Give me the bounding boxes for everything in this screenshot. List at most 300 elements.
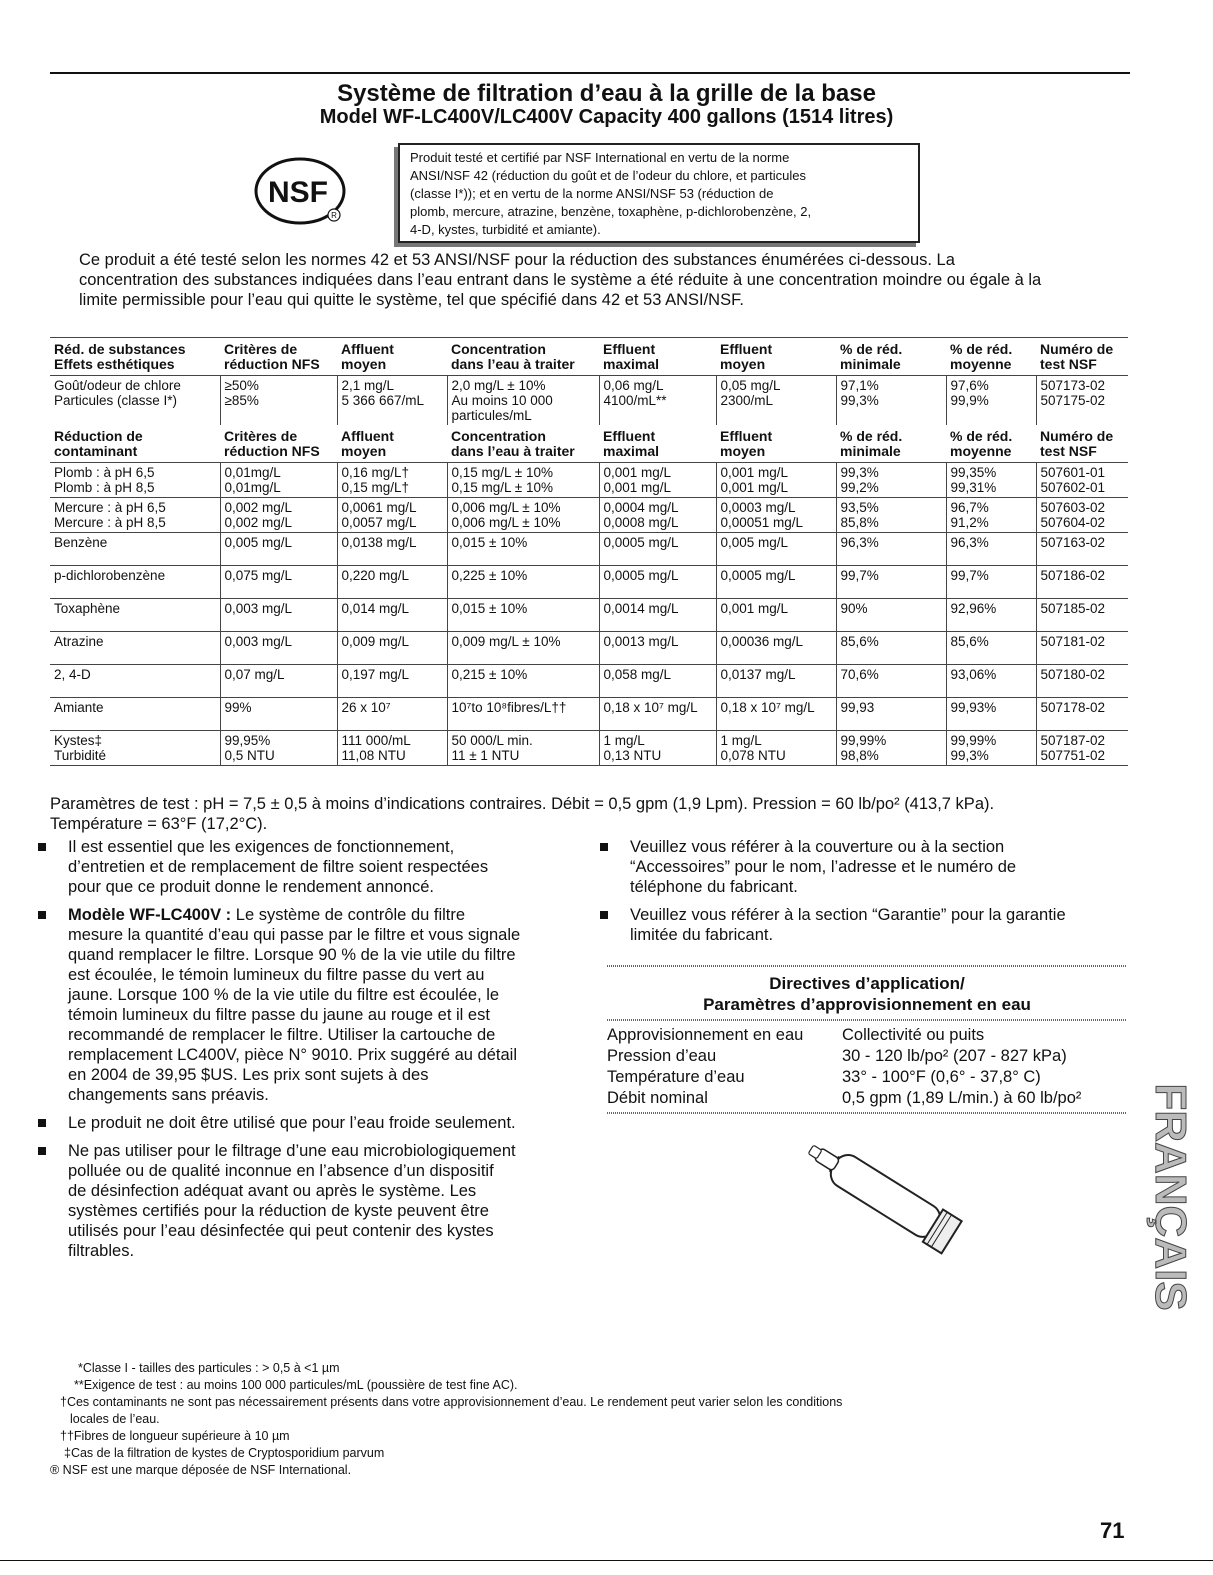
table-cell (836, 425, 946, 463)
table-cell (50, 338, 220, 376)
table-cell (599, 731, 716, 766)
table-cell (1036, 665, 1128, 698)
cert-line: 4-D, kystes, turbidité et amiante). (410, 222, 601, 237)
bullet-line: changements sans préavis. (68, 1086, 269, 1104)
table-cell (946, 632, 1036, 665)
table-cell (220, 498, 337, 533)
table-cell (50, 463, 220, 498)
cell-line: 507175-02 (1040, 393, 1106, 408)
directives-table (607, 1025, 1127, 1109)
cell-line: 0,18 x 10⁷ mg/L (603, 700, 698, 715)
table-cell (599, 498, 716, 533)
cell-line: 0,0005 mg/L (603, 568, 679, 583)
cell-line: 10⁷to 10⁸fibres/L†† (451, 700, 567, 715)
cell-line: 0,003 mg/L (224, 634, 293, 649)
table-cell (1036, 498, 1128, 533)
table-cell (599, 376, 716, 426)
table-cell (220, 731, 337, 766)
cell-line: 507178-02 (1040, 700, 1106, 715)
table-cell (50, 698, 220, 731)
table-cell (50, 425, 220, 463)
bullet-line: d’entretien et de remplacement de filtre soient respectées (68, 858, 489, 876)
cell-line: moyen (341, 443, 387, 459)
cell-line: 0,0061 mg/L (341, 500, 417, 515)
cell-line: 96,3% (950, 535, 989, 550)
cell-line: 0,05 mg/L (720, 378, 781, 393)
cell-line: 507180-02 (1040, 667, 1106, 682)
table-cell (599, 665, 716, 698)
cell-line: Benzène (54, 535, 108, 550)
cell-line: 0,002 mg/L (224, 515, 293, 530)
cell-line: Critères de (224, 341, 298, 357)
cell-line: Mercure : à pH 6,5 (54, 500, 166, 515)
footnote: †Ces contaminants ne sont pas nécessairement présents dans votre approvisionnement d’eau. Le rendement peut varier selon les conditions (60, 1395, 843, 1409)
cell-line: test NSF (1040, 443, 1097, 459)
table-cell (716, 463, 836, 498)
footnote: **Exigence de test : au moins 100 000 particules/mL (poussière de test fine AC). (74, 1378, 518, 1392)
table-row (50, 599, 1128, 632)
intro-line: concentration des substances indiquées dans l’eau entrant dans le système a été réduite à une concentration moindre ou égale à la (79, 271, 1042, 289)
directives-value: 30 - 120 lb/po² (207 - 827 kPa) (842, 1047, 1067, 1065)
cell-line: réduction NFS (224, 443, 320, 459)
bullet-line: de désinfection adéquat avant ou après le système. Les (68, 1182, 477, 1200)
table-cell (836, 533, 946, 566)
cell-line: 0,15 mg/L ± 10% (451, 480, 553, 495)
table-cell (220, 632, 337, 665)
cell-line: % de réd. (950, 341, 1013, 357)
table-cell (1036, 533, 1128, 566)
cell-line: 99% (224, 700, 252, 715)
table-cell (716, 566, 836, 599)
cell-line: % de réd. (840, 428, 903, 444)
table-row (50, 665, 1128, 698)
bullet-text (68, 1141, 598, 1261)
table-cell (447, 665, 599, 698)
table-header-row (50, 425, 1128, 463)
cell-line: 2300/mL (720, 393, 774, 408)
cell-line: 93,5% (840, 500, 879, 515)
table-cell (836, 376, 946, 426)
cell-line: 0,075 mg/L (224, 568, 293, 583)
table-cell (220, 665, 337, 698)
cell-line: 0,009 mg/L (341, 634, 410, 649)
cell-line: 0,215 ± 10% (451, 667, 528, 682)
cell-line: Effluent (720, 341, 773, 357)
table-cell (337, 338, 447, 376)
table-cell (946, 599, 1036, 632)
top-rule (50, 72, 1130, 74)
bullet-line: systèmes certifiés pour la réduction de kyste peuvent être (68, 1202, 489, 1220)
table-cell (337, 425, 447, 463)
bullet-item (38, 1113, 598, 1133)
table-cell (447, 463, 599, 498)
table-cell (1036, 632, 1128, 665)
cell-line: 507173-02 (1040, 378, 1106, 393)
table-cell (447, 599, 599, 632)
table-cell (599, 632, 716, 665)
table-cell (946, 665, 1036, 698)
table-cell (337, 731, 447, 766)
cell-line: 99,95% (224, 733, 271, 748)
cell-line: 91,2% (950, 515, 989, 530)
cell-line: 4100/mL** (603, 393, 667, 408)
cell-line: 0,225 ± 10% (451, 568, 528, 583)
cell-line: 0,15 mg/L ± 10% (451, 465, 553, 480)
cell-line: 0,014 mg/L (341, 601, 410, 616)
directives-row (607, 1067, 1127, 1088)
cell-line: Concentration (451, 341, 546, 357)
table-cell (220, 533, 337, 566)
cell-line: 11 ± 1 NTU (451, 748, 520, 763)
table-cell (716, 599, 836, 632)
cell-line: Mercure : à pH 8,5 (54, 515, 166, 530)
cell-line: 0,015 ± 10% (451, 601, 528, 616)
cell-line: 0,001 mg/L (720, 601, 789, 616)
table-cell (220, 698, 337, 731)
cell-line: réduction NFS (224, 356, 320, 372)
table-cell (50, 665, 220, 698)
table-cell (447, 566, 599, 599)
directives-row (607, 1046, 1127, 1067)
table-cell (447, 338, 599, 376)
table-cell (946, 731, 1036, 766)
cell-line: 0,001 mg/L (720, 480, 789, 495)
cell-line: 507603-02 (1040, 500, 1106, 515)
table-cell (337, 698, 447, 731)
table-cell (1036, 731, 1128, 766)
table-cell (50, 533, 220, 566)
cell-line: Concentration (451, 428, 546, 444)
table-cell (946, 533, 1036, 566)
cell-line: 0,00036 mg/L (720, 634, 804, 649)
bullet-line: en 2004 de 39,95 $US. Les prix sont sujets à des (68, 1066, 429, 1084)
directives-title-line: Directives d’application/ (769, 974, 965, 993)
cell-line: 50 000/L min. (451, 733, 533, 748)
cell-line: 0,220 mg/L (341, 568, 410, 583)
cell-line: p-dichlorobenzène (54, 568, 166, 583)
table-header-row (50, 338, 1128, 376)
cell-line: Réd. de substances (54, 341, 186, 357)
table-cell (716, 533, 836, 566)
bullet-text (68, 905, 598, 1105)
performance-table (50, 337, 1128, 766)
bullet-line: pour que ce produit donne le rendement annoncé. (68, 878, 435, 896)
cell-line: Effluent (603, 341, 656, 357)
cell-line: 85,6% (950, 634, 989, 649)
cert-line: (classe I*)); et en vertu de la norme ANSI/NSF 53 (réduction de (410, 186, 774, 201)
cell-line: 2, 4-D (54, 667, 91, 682)
cell-line: contaminant (54, 443, 138, 459)
cell-line: Particules (classe I*) (54, 393, 178, 408)
directives-label: Débit nominal (607, 1089, 708, 1107)
table-row (50, 463, 1128, 498)
table-cell (836, 731, 946, 766)
table-cell (447, 731, 599, 766)
cell-line: 0,06 mg/L (603, 378, 664, 393)
table-cell (220, 463, 337, 498)
cell-line: Critères de (224, 428, 298, 444)
footnote: ††Fibres de longueur supérieure à 10 µm (60, 1429, 290, 1443)
cell-line: 70,6% (840, 667, 879, 682)
cell-line: 0,07 mg/L (224, 667, 285, 682)
table-cell (337, 665, 447, 698)
directives-title-line: Paramètres d’approvisionnement en eau (703, 995, 1031, 1014)
intro-line: limite permissible pour l’eau qui quitte le système, tel que spécifié dans 42 et 53 ANSI/NSF. (79, 291, 744, 309)
table-cell (716, 698, 836, 731)
cell-line: 0,078 NTU (720, 748, 786, 763)
bullet-text (68, 1113, 598, 1133)
cell-line: 0,006 mg/L ± 10% (451, 500, 561, 515)
cell-line: 26 x 10⁷ (341, 700, 391, 715)
cell-line: 0,0137 mg/L (720, 667, 796, 682)
table-cell (599, 566, 716, 599)
table-cell (337, 599, 447, 632)
cell-line: 97,1% (840, 378, 879, 393)
cell-line: 99,99% (950, 733, 997, 748)
table-row (50, 498, 1128, 533)
table-cell (946, 338, 1036, 376)
cell-line: Effluent (603, 428, 656, 444)
cell-line: test NSF (1040, 356, 1097, 372)
cell-line: 93,06% (950, 667, 997, 682)
table-cell (447, 533, 599, 566)
cell-line: 97,6% (950, 378, 989, 393)
directives-value: Collectivité ou puits (842, 1026, 985, 1044)
cell-line: 507604-02 (1040, 515, 1106, 530)
cell-line: particules/mL (451, 408, 532, 423)
cell-line: Atrazine (54, 634, 104, 649)
cell-line: 0,01mg/L (224, 465, 281, 480)
cell-line: moyenne (950, 443, 1012, 459)
cell-line: 0,0014 mg/L (603, 601, 679, 616)
cell-line: 507602-01 (1040, 480, 1106, 495)
table-cell (836, 632, 946, 665)
bullet-line: Il est essentiel que les exigences de fonctionnement, (68, 838, 455, 856)
intro-line: Ce produit a été testé selon les normes 42 et 53 ANSI/NSF pour la réduction des substances énumérées ci-dessous. La (79, 251, 955, 269)
bullet-text (630, 905, 1140, 945)
cell-line: 0,001 mg/L (603, 480, 672, 495)
table-cell (50, 599, 220, 632)
bullet-line: limitée du fabricant. (630, 926, 774, 944)
cell-line: 0,13 NTU (603, 748, 662, 763)
table-cell (1036, 376, 1128, 426)
bullet-line: Ne pas utiliser pour le filtrage d’une eau microbiologiquement (68, 1142, 516, 1160)
table-cell (1036, 698, 1128, 731)
cell-line: Réduction de (54, 428, 143, 444)
table-cell (836, 498, 946, 533)
table-cell (50, 731, 220, 766)
cell-line: moyen (720, 356, 766, 372)
cell-line: Turbidité (54, 748, 107, 763)
cell-line: 85,6% (840, 634, 879, 649)
bullet-line: utilisés pour l’eau désinfectée qui peut contenir des kystes (68, 1222, 494, 1240)
cell-line: 0,001 mg/L (603, 465, 672, 480)
page-number: 71 (1100, 1518, 1125, 1543)
table-cell (716, 376, 836, 426)
cell-line: 0,16 mg/L† (341, 465, 410, 480)
cell-line: 1 mg/L (720, 733, 762, 748)
table-cell (716, 425, 836, 463)
bullet-text (630, 837, 1140, 897)
cell-line: 507187-02 (1040, 733, 1106, 748)
table-cell (946, 425, 1036, 463)
cell-line: ≥85% (224, 393, 259, 408)
cell-line: Amiante (54, 700, 104, 715)
cell-line: 0,0057 mg/L (341, 515, 417, 530)
table-cell (1036, 338, 1128, 376)
bullet-line: filtrables. (68, 1242, 135, 1260)
cell-line: Affluent (341, 341, 394, 357)
bullet-line: jaune. Lorsque 100 % de la vie utile du filtre est écoulée, le (68, 986, 500, 1004)
svg-text:NSF: NSF (268, 176, 328, 209)
table-cell (716, 338, 836, 376)
bullet-line: Veuillez vous référer à la section “Garantie” pour la garantie (630, 906, 1066, 924)
cell-line: 0,003 mg/L (224, 601, 293, 616)
cell-line: 92,96% (950, 601, 997, 616)
cell-line: 0,058 mg/L (603, 667, 672, 682)
bullet-line: mesure la quantité d’eau qui passe par le filtre et vous signale (68, 926, 521, 944)
table-cell (50, 566, 220, 599)
intro-paragraph (79, 250, 1139, 310)
cell-line: 0,0005 mg/L (603, 535, 679, 550)
table-cell (599, 599, 716, 632)
cert-line: ANSI/NSF 42 (réduction du goût et de l’odeur du chlore, et particules (410, 168, 806, 183)
cell-line: moyen (341, 356, 387, 372)
bullet-item (600, 837, 1140, 897)
cell-line: 99,7% (950, 568, 989, 583)
cell-line: Numéro de (1040, 341, 1114, 357)
table-cell (836, 463, 946, 498)
cell-line: maximal (603, 443, 660, 459)
bullet-first-line: Le système de contrôle du filtre (231, 906, 466, 924)
cell-line: 99,31% (950, 480, 997, 495)
table-cell (599, 425, 716, 463)
table-cell (337, 533, 447, 566)
bullet-line: est écoulée, le témoin lumineux du filtre passe du vert au (68, 966, 485, 984)
directives-label: Approvisionnement en eau (607, 1026, 804, 1044)
cell-line: 507181-02 (1040, 634, 1106, 649)
directives-row (607, 1088, 1127, 1109)
table-cell (716, 498, 836, 533)
table-cell (1036, 425, 1128, 463)
cert-line: Produit testé et certifié par NSF International en vertu de la norme (410, 150, 790, 165)
cell-line: 99,99% (840, 733, 887, 748)
bullet-item (38, 905, 598, 1105)
bullet-line: téléphone du fabricant. (630, 878, 798, 896)
bullet-item (38, 837, 598, 897)
table-cell (716, 632, 836, 665)
cell-line: 0,0004 mg/L (603, 500, 679, 515)
cell-line: 0,01mg/L (224, 480, 281, 495)
bullet-line: recommandé de remplacer le filtre. Utiliser la cartouche de (68, 1026, 496, 1044)
cell-line: 99,3% (840, 393, 879, 408)
table-cell (447, 376, 599, 426)
cell-line: minimale (840, 356, 901, 372)
directives-label: Pression d’eau (607, 1047, 717, 1065)
side-label-text: FRANÇAIS (1146, 1083, 1195, 1311)
cell-line: 111 000/mL (341, 733, 411, 748)
cell-line: 507185-02 (1040, 601, 1106, 616)
table-row (50, 533, 1128, 566)
table-cell (716, 665, 836, 698)
cell-line: dans l’eau à traiter (451, 356, 575, 372)
table-cell (337, 376, 447, 426)
table-cell (1036, 566, 1128, 599)
bullet-line: remplacement LC400V, pièce N° 9010. Prix suggéré au détail (68, 1046, 518, 1064)
bullet-line: Veuillez vous référer à la couverture ou à la section (630, 838, 1005, 856)
footnote: ® NSF est une marque déposée de NSF International. (50, 1463, 352, 1477)
test-parameters (50, 794, 1150, 834)
table-cell (946, 698, 1036, 731)
cell-line: 0,001 mg/L (720, 465, 789, 480)
cell-line: Au moins 10 000 (451, 393, 553, 408)
filter-cartridge-illustration (790, 1130, 990, 1270)
table-cell (599, 698, 716, 731)
bullet-line: témoin lumineux du filtre passe du jaune au rouge et il est (68, 1006, 490, 1024)
bullet-text (68, 837, 598, 897)
cell-line: 0,005 mg/L (720, 535, 789, 550)
cell-line: 0,197 mg/L (341, 667, 410, 682)
page-subtitle: Model WF-LC400V/LC400V Capacity 400 gallons (1514 litres) (319, 106, 894, 128)
table-cell (337, 463, 447, 498)
table-cell (337, 632, 447, 665)
cell-line: maximal (603, 356, 660, 372)
cell-line: 0,0013 mg/L (603, 634, 679, 649)
cell-line: 98,8% (840, 748, 879, 763)
cell-line: 0,18 x 10⁷ mg/L (720, 700, 815, 715)
cell-line: 90% (840, 601, 868, 616)
cell-line: Plomb : à pH 8,5 (54, 480, 155, 495)
cell-line: moyen (720, 443, 766, 459)
bullet-square-icon (38, 1119, 46, 1127)
cell-line: Goût/odeur de chlore (54, 378, 181, 393)
footnote: *Classe I - tailles des particules : > 0,5 à <1 µm (78, 1361, 340, 1375)
table-cell (337, 498, 447, 533)
cell-line: 99,2% (840, 480, 879, 495)
footnote: locales de l’eau. (70, 1412, 160, 1426)
table-row (50, 632, 1128, 665)
bottom-rule (0, 1560, 1213, 1561)
table-cell (220, 338, 337, 376)
cell-line: 99,7% (840, 568, 879, 583)
cell-line: Plomb : à pH 6,5 (54, 465, 155, 480)
footnotes (50, 1360, 1140, 1479)
directives-value: 33° - 100°F (0,6° - 37,8° C) (842, 1068, 1041, 1086)
cell-line: dans l’eau à traiter (451, 443, 575, 459)
table-cell (220, 425, 337, 463)
table-cell (50, 376, 220, 426)
table-row (50, 566, 1128, 599)
table-cell (836, 566, 946, 599)
cell-line: 0,015 ± 10% (451, 535, 528, 550)
table-cell (599, 533, 716, 566)
bullet-square-icon (38, 911, 46, 919)
bullet-line: quand remplacer le filtre. Lorsque 90 % de la vie utile du filtre (68, 946, 516, 964)
bullet-item (600, 905, 1140, 945)
side-language-label (1140, 1052, 1200, 1342)
bullet-bold-label: Modèle WF-LC400V : (68, 906, 232, 924)
table-row (50, 731, 1128, 766)
table-cell (599, 463, 716, 498)
table-row (50, 376, 1128, 426)
bullet-square-icon (600, 843, 608, 851)
cell-line: % de réd. (840, 341, 903, 357)
table-cell (1036, 599, 1128, 632)
footnote: ‡Cas de la filtration de kystes de Cryptosporidium parvum (64, 1446, 385, 1460)
table-cell (220, 566, 337, 599)
bullet-line: polluée ou de qualité inconnue en l’absence d’un dispositif (68, 1162, 494, 1180)
cell-line: 507163-02 (1040, 535, 1106, 550)
